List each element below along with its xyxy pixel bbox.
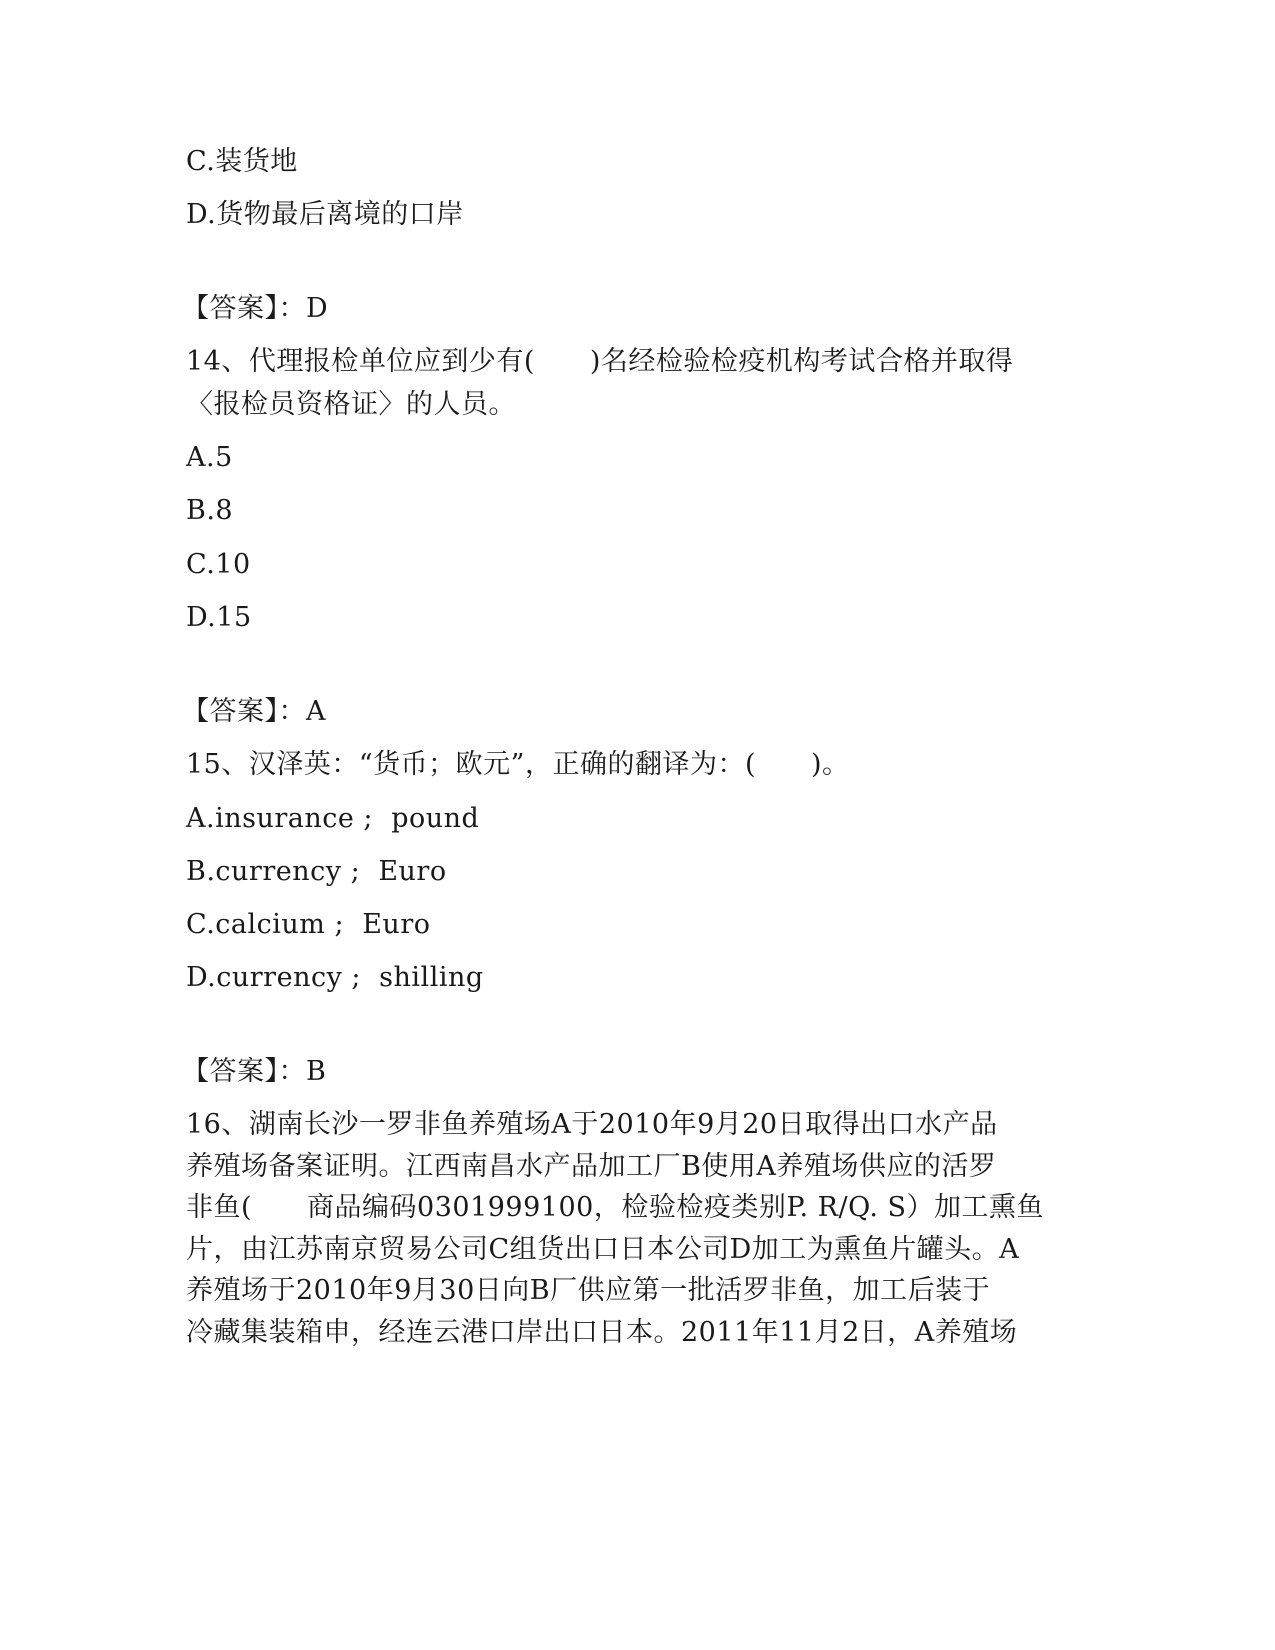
q15-option-c: C.calcium ; Euro <box>186 909 431 940</box>
q13-answer: 【答案】：D <box>182 293 329 324</box>
q16-line3: 非鱼( 商品编码0301999100，检验检疫类别P. R/Q. S）加工熏鱼 <box>186 1192 1045 1223</box>
q14-answer: 【答案】：A <box>182 696 326 727</box>
q15-option-a: A.insurance ; pound <box>186 803 480 834</box>
q15-answer: 【答案】：B <box>182 1056 327 1087</box>
q15-option-b: B.currency ; Euro <box>186 856 447 887</box>
q14-stem-line1: 14、代理报检单位应到少有( )名经检验检疫机构考试合格并取得 <box>186 346 1014 377</box>
q14-option-a: A.5 <box>186 442 233 473</box>
q16-line1: 16、湖南长沙一罗非鱼养殖场A于2010年9月20日取得出口水产品 <box>186 1109 998 1140</box>
q15-stem: 15、汉泽英：“货币；欧元”，正确的翻译为：( )。 <box>186 749 850 780</box>
q16-line6: 冷藏集装箱申，经连云港口岸出口日本。2011年11月2日，A养殖场 <box>186 1317 1018 1348</box>
q16-line2: 养殖场备案证明。江西南昌水产品加工厂B使用A养殖场供应的活罗 <box>186 1151 997 1182</box>
q14-option-b: B.8 <box>186 495 234 526</box>
q14-option-d: D.15 <box>186 602 252 633</box>
q15-option-d: D.currency ; shilling <box>186 962 484 993</box>
q13-option-c: C.装货地 <box>186 146 298 177</box>
q14-stem-line2: 〈报检员资格证〉的人员。 <box>186 389 516 420</box>
q14-option-c: C.10 <box>186 549 251 580</box>
q16-line4: 片，由江苏南京贸易公司C组货出口日本公司D加工为熏鱼片罐头。A <box>186 1234 1020 1265</box>
q13-option-d: D.货物最后离境的口岸 <box>186 199 464 230</box>
q16-line5: 养殖场于2010年9月30日向B厂供应第一批活罗非鱼，加工后装于 <box>186 1275 991 1306</box>
